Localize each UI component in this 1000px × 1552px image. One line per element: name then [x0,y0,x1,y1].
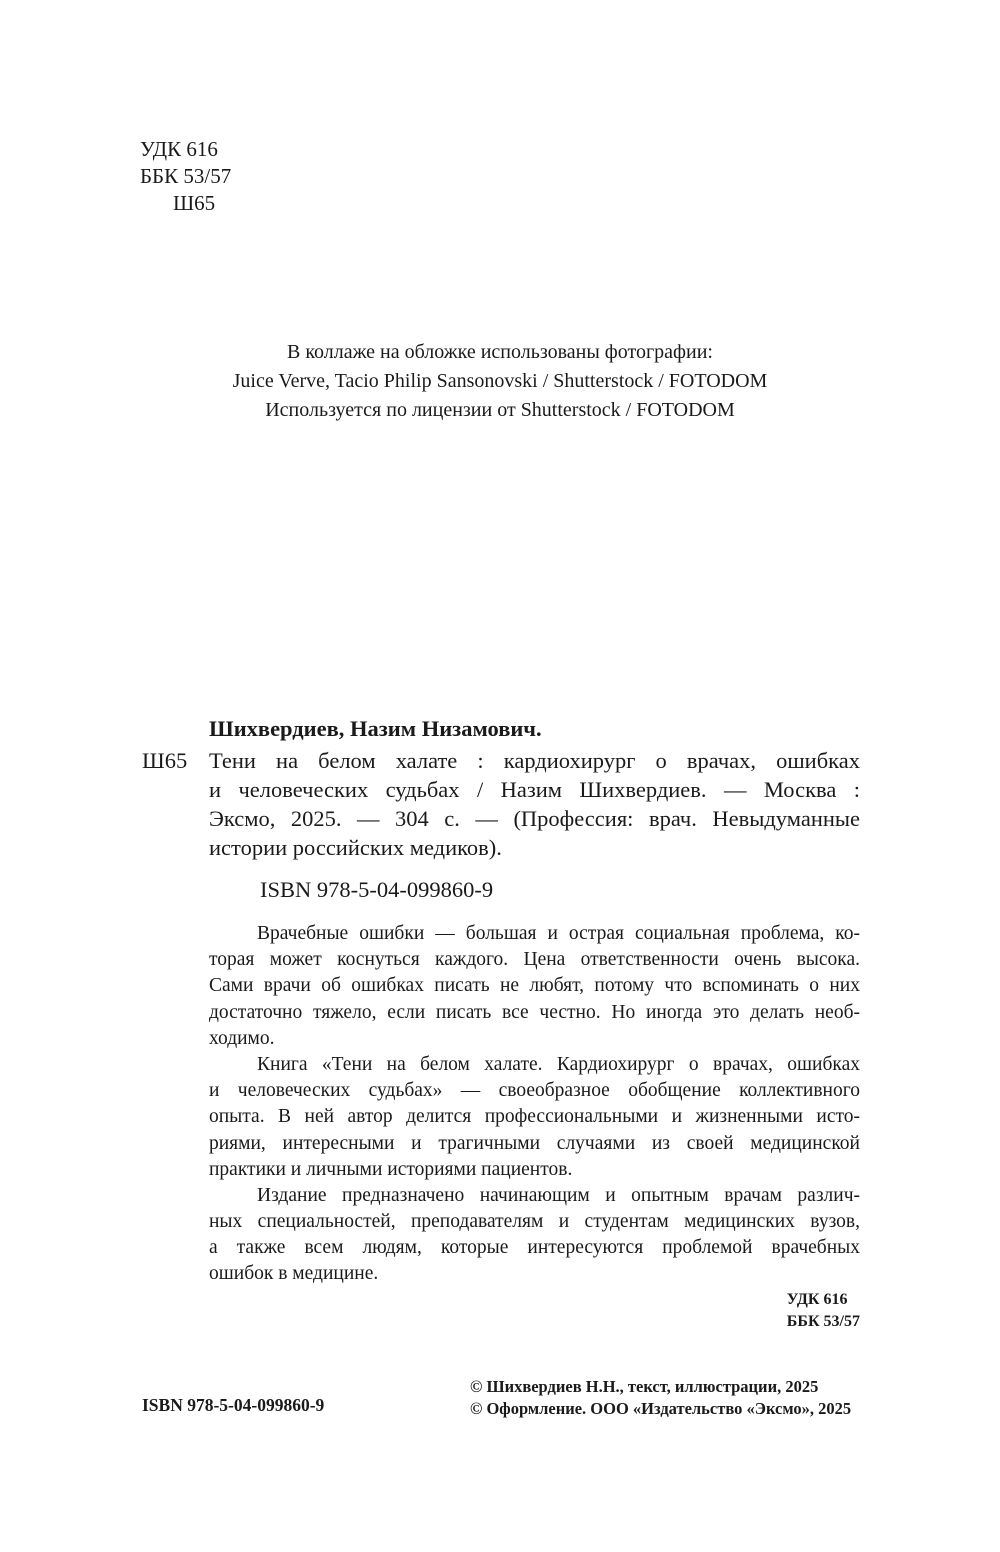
cover-credits-line: Используется по лицензии от Shutterstock / FOTODOM [265,399,735,421]
annotation-line: практики и личными историями пациентов. [209,1158,573,1180]
bibliography-line: Тени на белом халате : кардиохирург о врачах, ошибках [209,748,860,773]
annotation-line: торая может коснуться каждого. Цена ответственности очень высока. [209,949,860,971]
classification-block [140,136,231,217]
author-code: Ш65 [173,191,216,215]
annotation-line: Книга «Тени на белом халате. Кардиохирург о врачах, ошибках [257,1053,860,1075]
cover-credits-line: В коллаже на обложке использованы фотографии: [287,341,713,363]
annotation-line: а также всем людям, которые интересуются проблемой врачебных [209,1237,860,1259]
annotation-line: Врачебные ошибки — большая и острая социальная проблема, ко- [257,923,860,944]
copyright-line: © Шихвердиев Н.Н., текст, иллюстрации, 2025 [470,1377,819,1396]
codes-bottom [787,1289,860,1333]
bibliography-line: и человеческих судьбах / Назим Шихвердиев. — Москва : [209,777,860,802]
annotation-line: ходимо. [209,1027,275,1049]
annotation-line: ошибок в медицине. [209,1263,379,1285]
copyright-block [470,1376,851,1419]
annotation-line: опыта. В ней автор делится профессиональными и жизненными исто- [209,1106,860,1128]
copyright-line: © Оформление. ООО «Издательство «Эксмо», 2025 [470,1398,852,1418]
annotation-line: риями, интересными и трагичными случаями из своей медицинской [209,1132,860,1154]
cover-credits-line: Juice Verve, Tacio Philip Sansonovski / Shutterstock / FOTODOM [232,370,768,392]
udk-code: УДК 616 [140,137,218,161]
bbk-code: ББК 53/57 [140,164,232,188]
isbn-bottom: ISBN 978-5-04-099860-9 [142,1395,325,1415]
annotation-line: Сами врачи об ошибках писать не любят, потому что вспоминать о них [209,975,860,997]
isbn-main: ISBN 978-5-04-099860-9 [260,877,494,902]
bibliography-line: истории российских медиков). [209,835,502,860]
bibliography-code: Ш65 [142,748,188,773]
annotation-line: Издание предназначено начинающим и опытным врачам различ- [257,1184,860,1206]
bibliography-description [209,746,860,862]
bibliography-line: Эксмо, 2025. — 304 с. — (Профессия: врач. Невыдуманные [209,806,860,831]
udk-code-bottom: УДК 616 [786,1291,848,1308]
annotation-line: и человеческих судьбах» — своеобразное обобщение коллективного [209,1080,860,1102]
author-heading: Шихвердиев, Назим Низамович. [209,716,542,741]
annotation-line: достаточно тяжело, если писать все честно. Но иногда это делать необ- [209,1001,860,1023]
annotation-line: ных специальностей, преподавателям и студентам медицинских вузов, [209,1211,860,1233]
annotation [209,921,860,1288]
cover-credits [0,338,1000,425]
bbk-code-bottom: ББК 53/57 [786,1313,860,1330]
